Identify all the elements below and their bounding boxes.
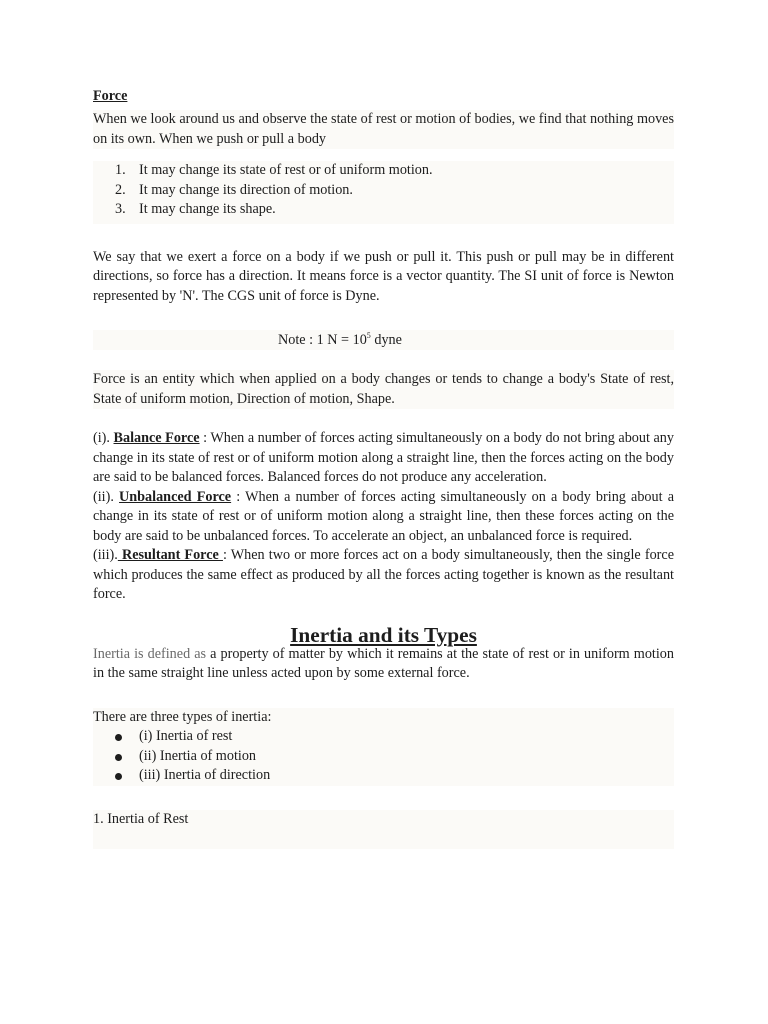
- force-definition-paragraph: We say that we exert a force on a body if we push or pull it. This push or pull may be in different directions, so force has a direction. It means force is a vector quantity. The SI unit of force is Newton represented by 'N'. The CGS unit of force is Dyne.: [93, 248, 674, 304]
- list-item: (i) Inertia of rest: [93, 727, 674, 747]
- document-page: [93, 86, 674, 849]
- list-item: (ii) Inertia of motion: [93, 747, 674, 767]
- bullet-icon: [115, 734, 122, 741]
- force-types-block: [93, 429, 674, 605]
- bullet-icon: [115, 773, 122, 780]
- force-entity-paragraph: Force is an entity which when applied on a body changes or tends to change a body's State of rest, State of uniform motion, Direction of motion, Shape.: [93, 370, 674, 409]
- inertia-definition-paragraph: Inertia is defined as a property of matter by which it remains at the state of rest or in uniform motion in the same straight line unless acted upon by some external force.: [93, 645, 674, 681]
- list-item: (iii) Inertia of direction: [93, 766, 674, 786]
- bullet-icon: [115, 754, 122, 761]
- force-intro-paragraph: When we look around us and observe the state of rest or motion of bodies, we find that nothing moves on its own. When we push or pull a body: [93, 110, 674, 149]
- inertia-types-intro: There are three types of inertia:: [93, 708, 674, 728]
- inertia-of-rest-heading: 1. Inertia of Rest: [93, 810, 674, 850]
- list-item: 3. It may change its shape.: [115, 201, 276, 217]
- inertia-types-list: [93, 727, 674, 786]
- balanced-force-paragraph: (i). Balance Force : When a number of forces acting simultaneously on a body do not bring about any change in its state of rest or of uniform motion along a straight line, then the forces acting on the body are said to be balanced forces. Balanced forces do not produce any acceleration.: [93, 430, 674, 485]
- list-item: 1. It may change its state of rest or of uniform motion.: [115, 162, 433, 178]
- force-effects-list: [93, 161, 674, 224]
- resultant-force-paragraph: (iii). Resultant Force : When two or more forces act on a body simultaneously, then the single force which produces the same effect as produced by all the forces acting together is known as the resultant force.: [93, 547, 674, 602]
- unit-note: Note : 1 $N = 10^5$ dyne: [93, 330, 674, 350]
- unbalanced-force-paragraph: (ii). Unbalanced Force : When a number of forces acting simultaneously on a body bring about a change in its state of rest or of uniform motion along a straight line, then these forces acting on the body are said to be unbalanced forces. To accelerate an object, an unbalanced force is required.: [93, 488, 674, 544]
- section-title-force: Force: [93, 88, 128, 104]
- section-title-inertia: Inertia and its Types: [290, 622, 477, 647]
- list-item: 2. It may change its direction of motion.: [115, 181, 353, 198]
